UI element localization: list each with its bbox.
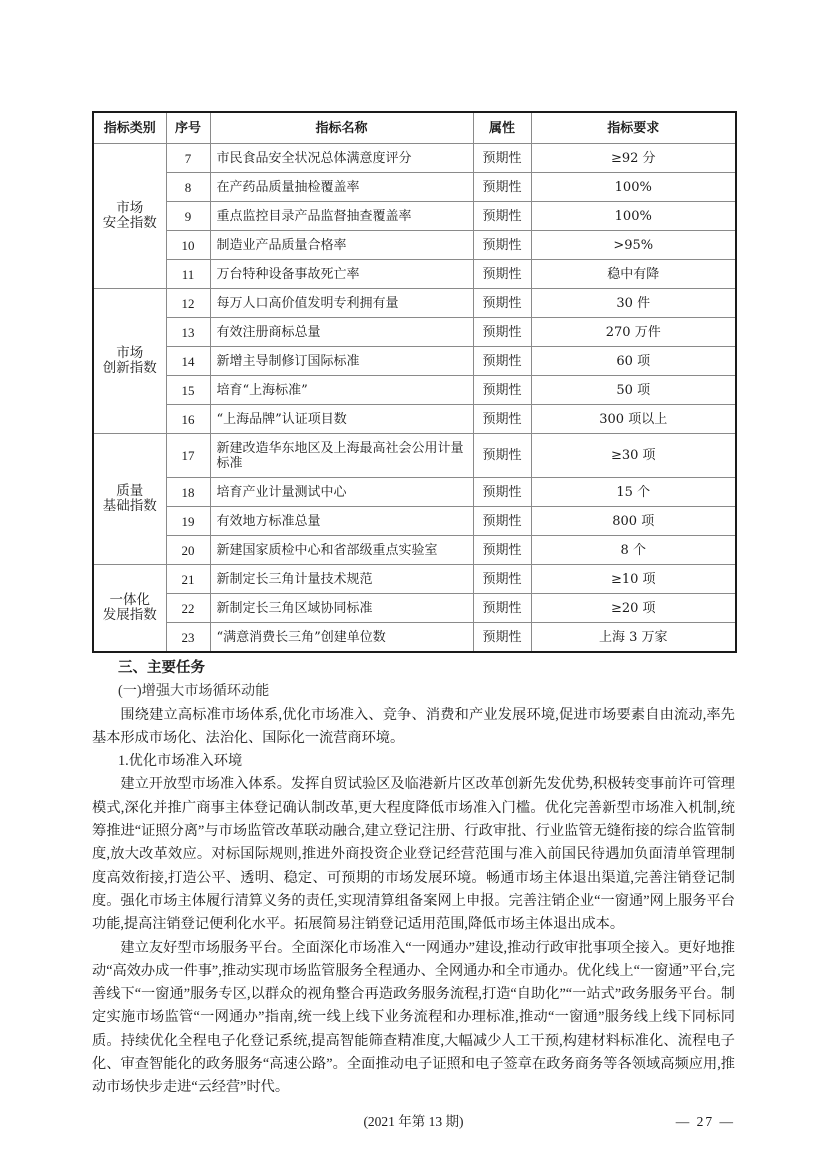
- category-line: 质量: [116, 483, 144, 499]
- row-number: 20: [166, 536, 210, 565]
- footer-issue: (2021 年第 13 期): [363, 1113, 464, 1129]
- indicator-name: “满意消费长三角”创建单位数: [210, 623, 473, 653]
- category-line: 安全指数: [102, 215, 157, 231]
- indicator-attribute: 预期性: [473, 173, 531, 202]
- indicator-attribute: 预期性: [473, 434, 531, 478]
- table-row: [93, 594, 736, 623]
- category-line: 市场: [116, 345, 144, 361]
- category-cell: [93, 565, 166, 653]
- indicator-attribute: 预期性: [473, 231, 531, 260]
- indicator-attribute: 预期性: [473, 507, 531, 536]
- indicator-attribute: 预期性: [473, 144, 531, 173]
- indicator-name: 培育“上海标准”: [210, 376, 473, 405]
- indicator-requirement: ≥92 分: [531, 144, 736, 173]
- table-row: [93, 405, 736, 434]
- indicator-name: 有效地方标准总量: [210, 507, 473, 536]
- indicator-requirement: 上海 3 万家: [531, 623, 736, 653]
- table-header-row: [93, 112, 736, 144]
- intro-paragraph: 围绕建立高标准市场体系,优化市场准入、竞争、消费和产业发展环境,促进市场要素自由流动,率先基本形成市场化、法治化、国际化一流营商环境。: [92, 706, 735, 746]
- category-line: 一体化: [109, 592, 150, 608]
- table-row: [93, 376, 736, 405]
- row-number: 12: [166, 289, 210, 318]
- row-number: 13: [166, 318, 210, 347]
- indicator-name: 万台特种设备事故死亡率: [210, 260, 473, 289]
- page-footer: [92, 1110, 735, 1134]
- header-category: 指标类别: [93, 112, 166, 144]
- table-row: [93, 260, 736, 289]
- indicator-requirement: ≥10 项: [531, 565, 736, 594]
- table-row: [93, 202, 736, 231]
- row-number: 15: [166, 376, 210, 405]
- row-number: 10: [166, 231, 210, 260]
- body-paragraph: 建立友好型市场服务平台。全面深化市场准入“一网通办”建设,推动行政审批事项全接入。更好地推动“高效办成一件事”,推动实现市场监管服务全程通办、全网通办和全市通办。优化线上“一窗通”平台,完善线下“一窗通”服务专区,以群众的视角整合再造政务服务流程,打造“自助化”“一站式”政务服务平台。制定实施市场监管“一网通办”指南,统一线上线下业务流程和办理标准,推动“一窗通”服务线上线下同标同质。持续优化全程电子化登记系统,提高智能筛查精准度,大幅减少人工干预,构建材料标准化、流程电子化、审查智能化的政务服务“高速公路”。全面推动电子证照和电子签章在政务商务等各领域高频应用,推动市场快步走进“云经营”时代。: [92, 939, 735, 1096]
- page-number: — 27 —: [675, 1113, 735, 1129]
- row-number: 18: [166, 478, 210, 507]
- category-line: 市场: [116, 200, 144, 216]
- indicator-name: 新建国家质检中心和省部级重点实验室: [210, 536, 473, 565]
- indicator-name: 培育产业计量测试中心: [210, 478, 473, 507]
- category-cell: [93, 144, 166, 289]
- category-cell: [93, 434, 166, 565]
- indicator-requirement: 8 个: [531, 536, 736, 565]
- row-number: 17: [166, 434, 210, 478]
- row-number: 21: [166, 565, 210, 594]
- table-row: [93, 536, 736, 565]
- table-row: [93, 144, 736, 173]
- row-number: 8: [166, 173, 210, 202]
- indicator-requirement: 30 件: [531, 289, 736, 318]
- table-row: [93, 434, 736, 478]
- indicator-name: 制造业产品质量合格率: [210, 231, 473, 260]
- indicator-name: 新制定长三角计量技术规范: [210, 565, 473, 594]
- indicator-requirement: 300 项以上: [531, 405, 736, 434]
- indicator-requirement: 800 项: [531, 507, 736, 536]
- indicator-name: 在产药品质量抽检覆盖率: [210, 173, 473, 202]
- header-attribute: 属性: [473, 112, 531, 144]
- indicator-name: 重点监控目录产品监督抽查覆盖率: [210, 202, 473, 231]
- indicator-attribute: 预期性: [473, 594, 531, 623]
- indicator-requirement: 15 个: [531, 478, 736, 507]
- table-row: [93, 347, 736, 376]
- row-number: 9: [166, 202, 210, 231]
- row-number: 14: [166, 347, 210, 376]
- indicator-requirement: 60 项: [531, 347, 736, 376]
- subsection-title: (一)增强大市场循环动能: [118, 683, 270, 700]
- indicator-requirement: 稳中有降: [531, 260, 736, 289]
- indicator-name: 每万人口高价值发明专利拥有量: [210, 289, 473, 318]
- table-row: [93, 231, 736, 260]
- category-cell: [93, 289, 166, 434]
- indicator-attribute: 预期性: [473, 478, 531, 507]
- table-row: [93, 318, 736, 347]
- category-line: 发展指数: [102, 607, 157, 623]
- indicator-attribute: 预期性: [473, 347, 531, 376]
- body-paragraph: 建立开放型市场准入体系。发挥自贸试验区及临港新片区改革创新先发优势,积极转变事前许可管理模式,深化并推广商事主体登记确认制改革,更大程度降低市场准入门槛。优化完善新型市场准入机制,统筹推进“证照分离”与市场监管改革联动融合,建立登记注册、行政审批、行业监管无缝衔接的综合监管制度,放大改革效应。对标国际规则,推进外商投资企业登记经营范围与准入前国民待遇加负面清单管理制度高效衔接,打造公平、透明、稳定、可预期的市场发展环境。畅通市场主体退出渠道,完善注销登记制度。强化市场主体履行清算义务的责任,实现清算组备案网上申报。完善注销企业“一窗通”网上服务平台功能,提高注销登记便利化水平。拓展简易注销登记适用范围,降低市场主体退出成本。: [92, 776, 735, 933]
- indicator-attribute: 预期性: [473, 289, 531, 318]
- indicator-requirement: ≥30 项: [531, 434, 736, 478]
- row-number: 11: [166, 260, 210, 289]
- indicator-name: 有效注册商标总量: [210, 318, 473, 347]
- table-row: [93, 565, 736, 594]
- indicator-name: 市民食品安全状况总体满意度评分: [210, 144, 473, 173]
- indicator-requirement: 100%: [531, 202, 736, 231]
- category-line: 创新指数: [102, 360, 157, 376]
- table-row: [93, 173, 736, 202]
- row-number: 19: [166, 507, 210, 536]
- indicator-attribute: 预期性: [473, 260, 531, 289]
- table-row: [93, 289, 736, 318]
- header-name: 指标名称: [210, 112, 473, 144]
- table-row: [93, 623, 736, 653]
- indicator-attribute: 预期性: [473, 202, 531, 231]
- indicator-name: “上海品牌”认证项目数: [210, 405, 473, 434]
- indicator-attribute: 预期性: [473, 376, 531, 405]
- indicator-attribute: 预期性: [473, 623, 531, 653]
- row-number: 23: [166, 623, 210, 653]
- indicator-name: 新制定长三角区域协同标准: [210, 594, 473, 623]
- indicator-name: 新建改造华东地区及上海最高社会公用计量标准: [210, 434, 473, 478]
- indicator-requirement: >95%: [531, 231, 736, 260]
- row-number: 16: [166, 405, 210, 434]
- indicator-requirement: 50 项: [531, 376, 736, 405]
- indicator-requirement: 100%: [531, 173, 736, 202]
- indicator-attribute: 预期性: [473, 405, 531, 434]
- table-row: [93, 507, 736, 536]
- section-title: 三、主要任务: [118, 660, 205, 676]
- body-text: [92, 657, 735, 1100]
- row-number: 7: [166, 144, 210, 173]
- indicator-table: [92, 111, 737, 653]
- header-number: 序号: [166, 112, 210, 144]
- indicator-attribute: 预期性: [473, 536, 531, 565]
- indicator-requirement: ≥20 项: [531, 594, 736, 623]
- indicator-attribute: 预期性: [473, 318, 531, 347]
- header-requirement: 指标要求: [531, 112, 736, 144]
- indicator-requirement: 270 万件: [531, 318, 736, 347]
- table-row: [93, 478, 736, 507]
- category-line: 基础指数: [102, 498, 157, 514]
- item-title: 1.优化市场准入环境: [118, 753, 243, 770]
- indicator-attribute: 预期性: [473, 565, 531, 594]
- row-number: 22: [166, 594, 210, 623]
- indicator-name: 新增主导制修订国际标准: [210, 347, 473, 376]
